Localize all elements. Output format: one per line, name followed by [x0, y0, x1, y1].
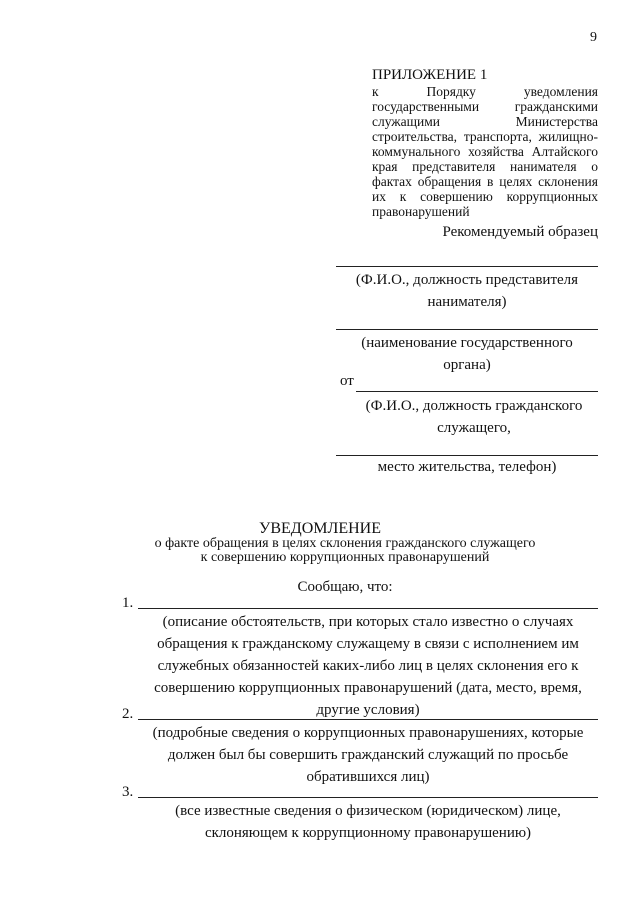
- report-text: Сообщаю, что:: [297, 579, 393, 595]
- item-input-line[interactable]: [138, 719, 598, 720]
- servant-caption: (Ф.И.О., должность гражданского служащего,: [365, 398, 583, 436]
- item-number: 1.: [122, 595, 134, 611]
- item-input-line[interactable]: [138, 797, 598, 798]
- appendix-title: ПРИЛОЖЕНИЕ 1: [372, 67, 488, 83]
- item-number: 2.: [122, 706, 134, 722]
- employer-input-line[interactable]: [336, 266, 598, 267]
- item-caption: (все известные сведения о физическом (юридическом) лице, склоняющем к коррупционному правонарушению): [175, 803, 561, 841]
- servant-input-line[interactable]: [356, 391, 598, 392]
- residence-caption: место жительства, телефон): [377, 459, 557, 475]
- employer-caption: (Ф.И.О., должность представителя нанимателя): [355, 272, 579, 310]
- item-input-line[interactable]: [138, 608, 598, 609]
- from-label: от: [340, 373, 354, 389]
- item-caption: (описание обстоятельств, при которых стало известно о случаях обращения к гражданскому служащему в связи с исполнением им служебных обязанностей каких-либо лиц в целях склонения его к совершению коррупционных правонарушений (дата, место, время, другие условия): [154, 614, 582, 718]
- item-caption: (подробные сведения о коррупционных правонарушениях, которые должен был бы совершить гражданский служащий по просьбе обратившихся лиц): [152, 725, 584, 785]
- organ-caption: (наименование государственного органа): [361, 335, 573, 373]
- notice-subtitle-line1: о факте обращения в целях склонения гражданского служащего: [154, 536, 536, 551]
- appendix-block: [372, 66, 598, 219]
- notice-subtitle-line2: к совершению коррупционных правонарушений: [200, 550, 490, 565]
- page-number: 9: [590, 30, 597, 45]
- sample-label: Рекомендуемый образец: [442, 224, 598, 240]
- appendix-text: к Порядку уведомления государственными гражданскими служащими Министерства строительства, транспорта, жилищно-коммунального хозяйства Алтайского края представителя нанимателя о фактах обращения в целях склонения их к совершению коррупционных правонарушений: [372, 84, 598, 219]
- notice-title: УВЕДОМЛЕНИЕ: [259, 520, 381, 537]
- item-number: 3.: [122, 784, 134, 800]
- notice-subtitle: [0, 537, 640, 565]
- organ-input-line[interactable]: [336, 329, 598, 330]
